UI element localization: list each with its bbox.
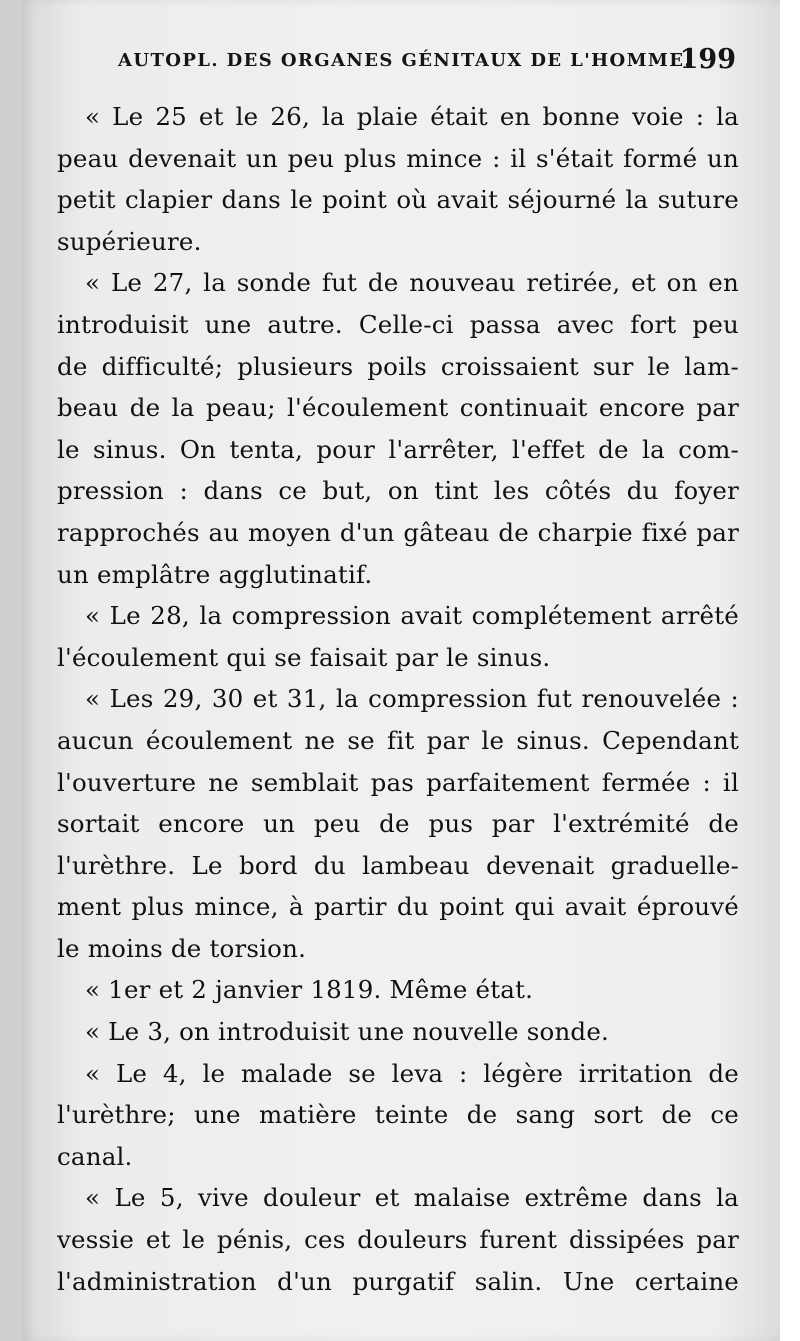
text-line: le sinus. On tenta, pour l'arrêter, l'effet de la com- [57,434,739,464]
text-line: « Le 25 et le 26, la plaie était en bonne voie : la [85,102,739,131]
page-header [118,44,738,80]
page-edge [780,0,800,1341]
text-line: de difficulté; plusieurs poils croissaient sur le lam- [57,351,739,381]
text-line: aucun écoulement ne se fit par le sinus. Cependant [57,725,739,755]
text-line: beau de la peau; l'écoulement continuait encore par [57,393,739,423]
text-line: introduisit une autre. Celle-ci passa avec fort peu [57,309,739,339]
text-line: peau devenait un peu plus mince : il s'était formé un [57,143,739,173]
text-line: « Le 28, la compression avait complétement arrêté [85,601,739,631]
text-line: « Le 27, la sonde fut de nouveau retirée, et on en [85,268,739,298]
text-line: vessie et le pénis, ces douleurs furent dissipées par [57,1225,739,1255]
text-line: l'ouverture ne semblait pas parfaitement fermée : il [57,767,739,797]
text-line: « Le 4, le malade se leva : légère irritation de [85,1058,739,1088]
text-line: rapprochés au moyen d'un gâteau de charpie fixé par [57,517,739,547]
text-line: un emplâtre agglutinatif. [57,559,373,589]
text-line: « Le 5, vive douleur et malaise extrême dans la [85,1183,739,1213]
text-line: le moins de torsion. [57,933,307,963]
text-line: sortait encore un peu de pus par l'extrémité de [57,809,739,839]
text-line: l'urèthre. Le bord du lambeau devenait graduelle- [57,850,739,880]
running-head: AUTOPL. DES ORGANES GÉNITAUX DE L'HOMME. [118,50,693,71]
text-line: canal. [57,1141,133,1171]
text-line: l'écoulement qui se faisait par le sinus. [57,642,551,672]
text-line: « Les 29, 30 et 31, la compression fut renouvelée : [85,684,739,714]
text-line: petit clapier dans le point où avait séjourné la suture [57,185,739,215]
page-body-text [57,96,739,1302]
text-line: l'administration d'un purgatif salin. Une certaine [57,1266,739,1296]
text-line: ment plus mince, à partir du point qui avait éprouvé [57,892,739,922]
text-line: « Le 3, on introduisit une nouvelle sonde. [85,1017,610,1047]
text-line: « 1er et 2 janvier 1819. Même état. [85,975,534,1005]
text-line: supérieure. [57,226,202,256]
page-number: 199 [679,44,736,75]
text-line: l'urèthre; une matière teinte de sang sort de ce [57,1100,739,1130]
text-line: pression : dans ce but, on tint les côtés du foyer [57,476,739,506]
